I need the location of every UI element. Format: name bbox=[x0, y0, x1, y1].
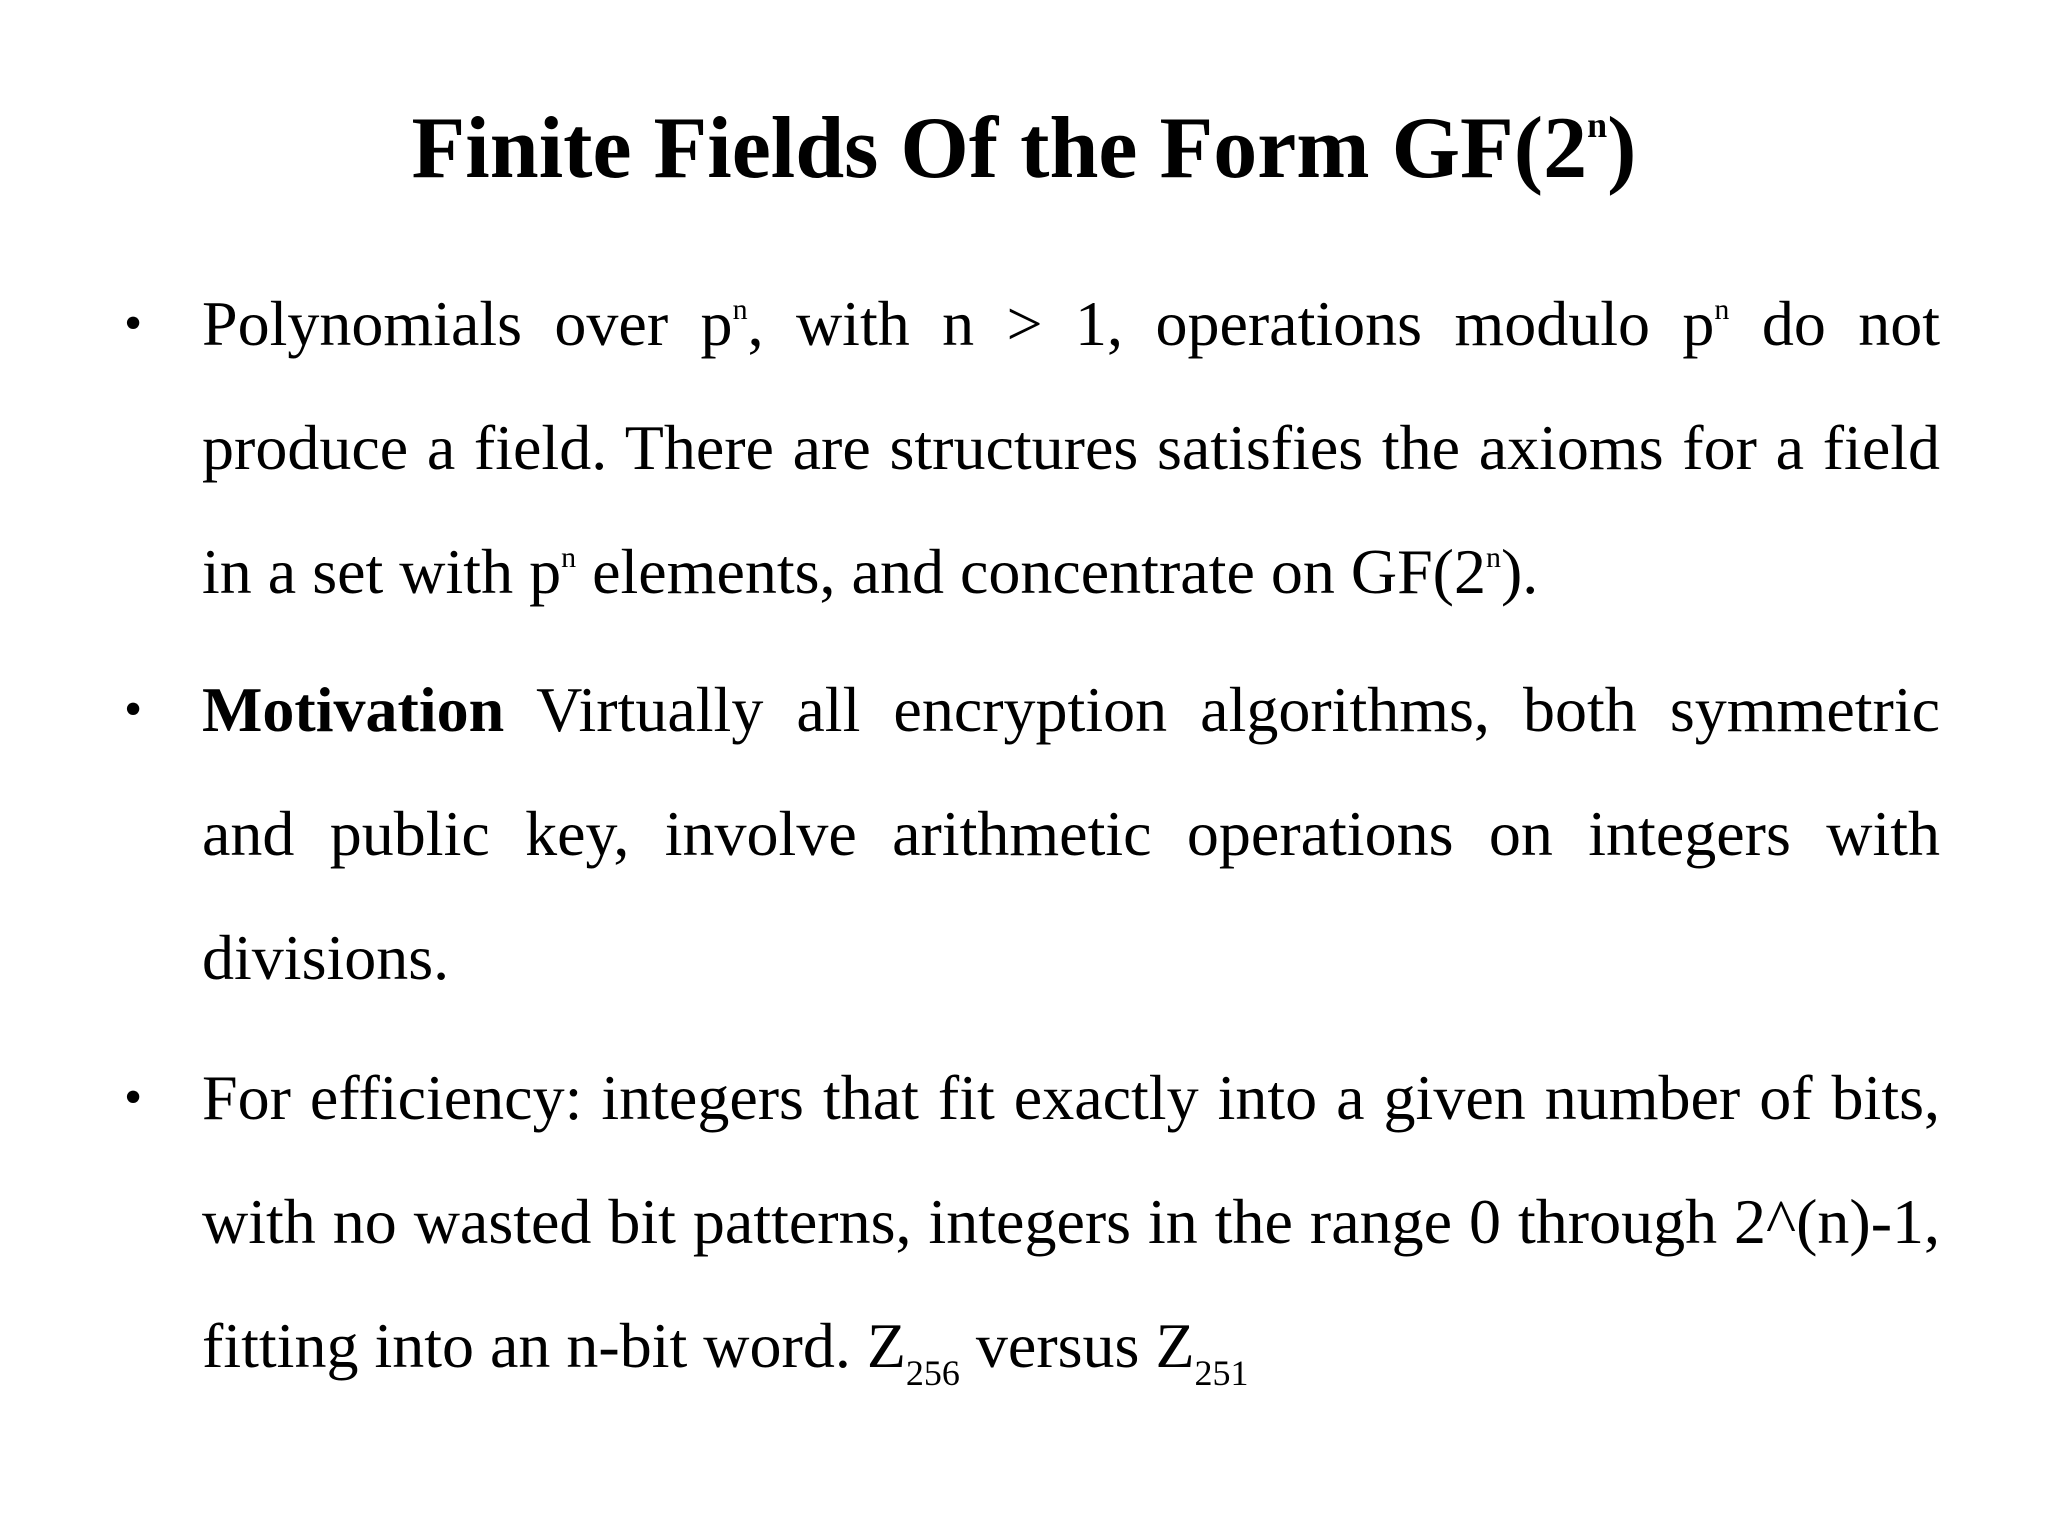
bullet-item-motivation bbox=[124, 648, 1940, 1020]
bullet-text: do not produce a field. There are structures satisfies the axioms for a field in a set with p bbox=[202, 288, 1941, 607]
bullet-text: Virtually all encryption algorithms, both symmetric and public key, involve arithmetic operations on integers with divisions. bbox=[202, 674, 1940, 993]
bullet-item-polynomials bbox=[124, 262, 1941, 634]
bullet-text: , with n > 1, operations modulo p bbox=[747, 288, 1715, 359]
bullet-marker: • bbox=[124, 681, 143, 738]
subscript: 256 bbox=[905, 1353, 960, 1393]
bullet-text: versus Z bbox=[959, 1310, 1195, 1381]
bullet-text: elements, and concentrate on GF(2 bbox=[576, 536, 1486, 607]
bullet-item-efficiency bbox=[124, 1036, 1940, 1408]
superscript: n bbox=[732, 293, 748, 326]
superscript: n bbox=[1714, 293, 1730, 326]
subscript: 251 bbox=[1194, 1353, 1249, 1393]
bullet-text: Polynomials over p bbox=[202, 288, 733, 359]
bullet-heading: Motivation bbox=[202, 674, 505, 745]
bullet-marker: • bbox=[124, 295, 143, 352]
superscript: n bbox=[1485, 541, 1501, 574]
slide-title-close: ) bbox=[1607, 100, 1637, 197]
slide-title-superscript: n bbox=[1587, 104, 1608, 145]
superscript: n bbox=[561, 541, 577, 574]
bullet-text: For efficiency: integers that fit exactly into a given number of bits, with no wasted bit patterns, integers in the range 0 through 2^(n)-1, fitting into an n-bit word. Z bbox=[202, 1062, 1940, 1381]
slide-title-text: Finite Fields Of the Form GF(2 bbox=[411, 100, 1588, 197]
bullet-marker: • bbox=[124, 1069, 143, 1126]
bullet-text: ). bbox=[1500, 536, 1539, 607]
